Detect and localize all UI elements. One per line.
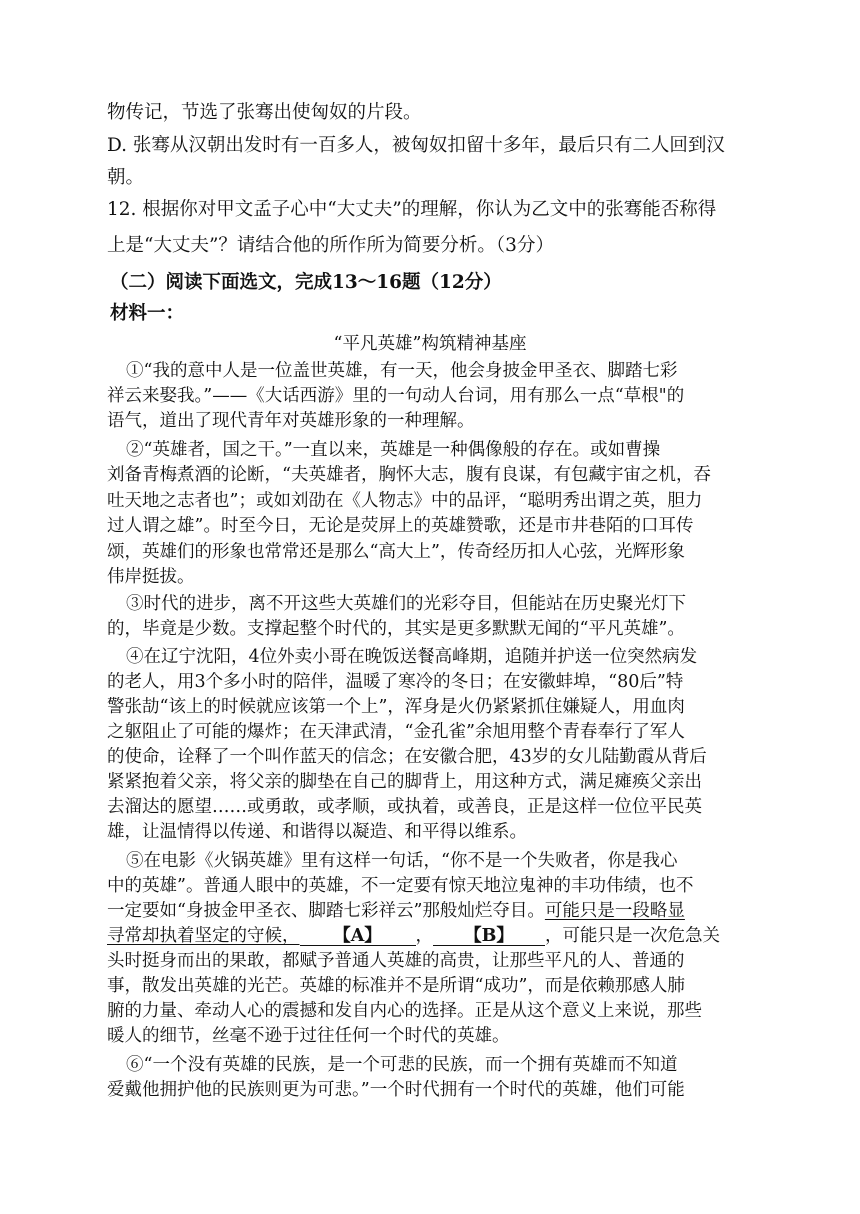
option-d-line: D. 张骞从汉朝出发时有一百多人，被匈奴扣留十多年，最后只有二人回到汉 [107,135,725,156]
option-c-continuation: 物传记，节选了张骞出使匈奴的片段。 [107,102,422,123]
paragraph-1-line: 语气，道出了现代青年对英雄形象的一种理解。 [107,411,475,431]
paragraph-4-line: 去溜达的愿望……或勇敢，或孝顺，或执着，或善良，正是这样一位位平民英 [107,797,702,817]
underlined-sentence: 可能只是一段略显 [544,901,685,921]
paragraph-2-line: 伟岸挺拔。 [107,567,195,587]
blank-a: 【A】 [300,927,416,946]
paragraph-4-line: ④在辽宁沈阳，4位外卖小哥在晚饭送餐高峰期，追随并护送一位突然病发 [126,647,698,667]
paragraph-4-line: 的老人，用3个多小时的陪伴，温暖了寒冷的冬日；在安徽蚌埠，“80后”特 [107,672,684,692]
paragraph-5-line: 腑的力量、牵动人心的震撼和发自内心的选择。正是从这个意义上来说，那些 [107,1001,702,1021]
paragraph-3-line: 的，毕竟是少数。支撑起整个时代的，其实是更多默默无闻的“平凡英雄”。 [107,619,685,639]
paragraph-5-line [107,922,720,947]
paragraph-4-line: 警张劼“该上的时候就应该第一个上”，浑身是火仍紧紧抓住嫌疑人，用血肉 [107,697,685,717]
paragraph-2-line: 刘备青梅煮酒的论断，“夫英雄者，胸怀大志，腹有良谋，有包藏宇宙之机，吞 [107,465,711,485]
material-label: 材料一： [110,303,185,324]
paragraph-6-line: 爱戴他拥护他的民族则更为可悲。”一个时代拥有一个时代的英雄，他们可能 [107,1080,685,1100]
article-title: “平凡英雄”构筑精神基座 [333,334,527,354]
paragraph-4-line: 紧紧抱着父亲，将父亲的脚垫在自己的脚背上，用这种方式，满足瘫痪父亲出 [107,772,702,792]
paragraph-5-line: 事，散发出英雄的光芒。英雄的标准并不是所谓“成功”，而是依赖那感人肺 [107,976,685,996]
question-12-line1: 12. 根据你对甲文孟子心中“大丈夫”的理解，你认为乙文中的张骞能否称得 [107,199,717,220]
blank-b: 【B】 [433,927,545,946]
paragraph-2-line: 吐天地之志者也”；或如刘劭在《人物志》中的品评，“聪明秀出谓之英，胆力 [107,491,703,511]
paragraph-4-line: 的使命，诠释了一个叫作蓝天的信念；在安徽合肥，43岁的女儿陆勤霞从背后 [107,747,707,767]
paragraph-5-line: 中的英雄”。普通人眼中的英雄，不一定要有惊天地泣鬼神的丰功伟绩，也不 [107,876,694,896]
paragraph-1-line: ①“我的意中人是一位盖世英雄，有一天，他会身披金甲圣衣、脚踏七彩 [126,361,678,381]
blank-separator: ， [415,926,433,946]
paragraph-2-line: 过人谓之雄”。时至今日，无论是荧屏上的英雄赞歌，还是市井巷陌的口耳传 [107,516,694,536]
underlined-sentence: 寻常却执着坚定的守候， [107,926,300,946]
option-d-continuation: 朝。 [107,167,145,188]
question-12-line2: 上是“大丈夫”？请结合他的所作所为简要分析。（3分） [107,235,554,256]
paragraph-5-line: 头时挺身而出的果敢，都赋予普通人英雄的高贵，让那些平凡的人、普通的 [107,951,685,971]
paragraph-5-text: 一定要如“身披金甲圣衣、脚踏七彩祥云”那般灿烂夺目。 [107,901,545,921]
paragraph-5-line [107,897,685,922]
paragraph-5-line: 暖人的细节，丝毫不逊于过往任何一个时代的英雄。 [107,1026,510,1046]
paragraph-5-text: ，可能只是一次危急关 [545,926,720,946]
paragraph-4-line: 雄，让温情得以传递、和谐得以凝造、和平得以维系。 [107,822,527,842]
paragraph-1-line: 祥云来娶我。”——《大话西游》里的一句动人台词，用有那么一点“草根"的 [107,386,685,406]
paragraph-5-line: ⑤在电影《火锅英雄》里有这样一句话，“你不是一个失败者，你是我心 [126,851,678,871]
paragraph-2-line: 颂，英雄们的形象也常常还是那么“高大上”，传奇经历扣人心弦，光辉形象 [107,542,685,562]
paragraph-4-line: 之躯阻止了可能的爆炸；在天津武清，“金孔雀”余旭用整个青春奉行了军人 [107,722,685,742]
paragraph-6-line: ⑥“一个没有英雄的民族，是一个可悲的民族，而一个拥有英雄而不知道 [126,1055,678,1075]
paragraph-2-line: ②“英雄者，国之干。”一直以来，英雄是一种偶像般的存在。或如曹操 [126,440,661,460]
section-heading: （二）阅读下面选文，完成13～16题（12分） [110,272,502,293]
paragraph-3-line: ③时代的进步，离不开这些大英雄们的光彩夺目，但能站在历史聚光灯下 [126,594,686,614]
